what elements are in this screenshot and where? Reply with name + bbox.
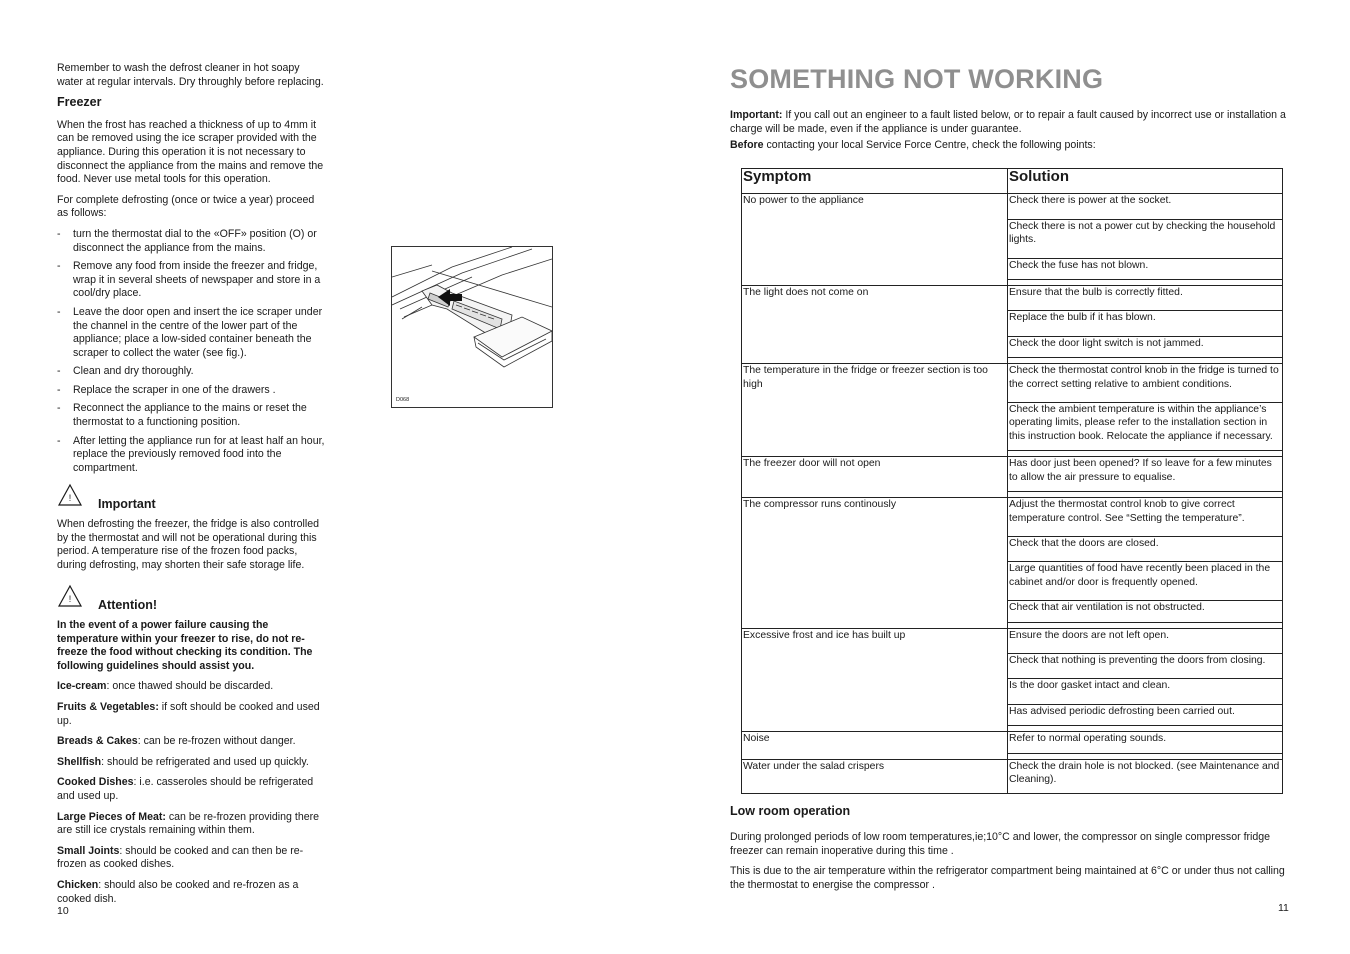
solution-cell: Check there is not a power cut by checking the household lights. (1008, 219, 1283, 258)
defrost-step: - Replace the scraper in one of the drawers . (57, 384, 325, 398)
solution-cell: Check the fuse has not blown. (1008, 258, 1283, 279)
troubleshooting-table (741, 168, 1283, 794)
solution-cell: Check there is power at the socket. (1008, 194, 1283, 219)
food-instruction: : once thawed should be discarded. (106, 680, 274, 693)
attention-notice (57, 584, 325, 613)
defrost-step: - Clean and dry thoroughly. (57, 365, 325, 379)
page-number-left: 10 (57, 905, 69, 917)
table-row (742, 194, 1283, 219)
food-label: Breads & Cakes (57, 735, 138, 748)
food-guideline (57, 735, 325, 749)
solution-cell: Check the door light switch is not jammed. (1008, 336, 1283, 357)
food-guideline (57, 756, 325, 770)
food-label: Shellfish (57, 755, 102, 768)
table-header-row (742, 169, 1283, 194)
low-room-paragraph-1: During prolonged periods of low room temperatures,ie;10°C and lower, the compressor on single compressor fridge freezer can remain inoperative during this time . (730, 831, 1271, 858)
food-label: Ice-cream (57, 680, 107, 693)
solution-cell: Check the drain hole is not blocked. (see Maintenance and Cleaning). (1008, 759, 1283, 794)
symptom-cell: Excessive frost and ice has built up (742, 628, 1008, 726)
food-label: Cooked Dishes (57, 776, 134, 789)
important-heading: Important (98, 497, 156, 512)
left-page (57, 62, 325, 913)
food-label: Chicken (57, 878, 99, 891)
food-label: Small Joints (57, 844, 120, 857)
food-instruction: if soft should be cooked and used up. (57, 700, 320, 727)
solution-cell: Check that nothing is preventing the doors from closing. (1008, 653, 1283, 678)
freezer-heading: Freezer (57, 95, 102, 110)
table-row (742, 732, 1283, 753)
table-row (742, 457, 1283, 492)
solution-cell: Check the thermostat control knob in the fridge is turned to the correct setting relative to ambient conditions. (1008, 364, 1283, 403)
figure-code: D068 (396, 397, 410, 403)
food-guideline (57, 680, 325, 694)
table-row (742, 498, 1283, 537)
solution-cell: Check the ambient temperature is within the appliance’s operating limits, please refer to the installation section in this instruction book. Relocate the appliance if necessary. (1008, 403, 1283, 451)
table-row (742, 628, 1283, 653)
defrost-step: - turn the thermostat dial to the «OFF» position (O) or disconnect the appliance from the mains. (57, 228, 325, 255)
solution-cell: Refer to normal operating sounds. (1008, 732, 1283, 753)
ice-scraper-figure (391, 246, 553, 408)
important-paragraph: Important: If you call out an engineer to a fault listed below, or to repair a fault caused by incorrect use or installation a charge will be made, even if the appliance is under guarantee. (730, 109, 1286, 135)
symptom-cell: The temperature in the fridge or freezer section is too high (742, 364, 1008, 451)
symptom-cell: Water under the salad crispers (742, 759, 1008, 794)
food-instruction: : should be refrigerated and used up quickly. (101, 755, 309, 768)
solution-cell: Adjust the thermostat control knob to give correct temperature control. See “Setting the temperature”. (1008, 498, 1283, 537)
solution-cell: Large quantities of food have recently been placed in the cabinet and/or door is frequently opened. (1008, 562, 1283, 601)
defrost-step: - Leave the door open and insert the ice scraper under the channel in the centre of the lower part of the appliance; place a low-sided container beneath the scraper to collect the water (see fig.). (57, 306, 325, 360)
ice-scraper-illustration (392, 247, 552, 407)
svg-text:!: ! (68, 493, 72, 504)
food-guideline (57, 845, 325, 872)
attention-heading: Attention! (98, 598, 158, 613)
before-paragraph: Before contacting your local Service Force Centre, check the following points: (730, 139, 1096, 151)
solution-cell: Replace the bulb if it has blown. (1008, 311, 1283, 336)
solution-cell: Is the door gasket intact and clean. (1008, 679, 1283, 704)
defrost-step: - Remove any food from inside the freezer and fridge, wrap it in several sheets of newspaper and store in a cool/dry place. (57, 260, 325, 301)
solution-cell: Ensure the doors are not left open. (1008, 628, 1283, 653)
food-guideline (57, 879, 325, 906)
table-row (742, 286, 1283, 311)
page-number-right: 11 (1278, 902, 1289, 914)
symptom-cell: The compressor runs continously (742, 498, 1008, 622)
symptom-cell: No power to the appliance (742, 194, 1008, 280)
page-title: SOMETHING NOT WORKING (730, 64, 1104, 94)
defrost-step: - Reconnect the appliance to the mains or reset the thermostat to a functioning position. (57, 402, 325, 429)
right-page (730, 62, 1292, 896)
table-row (742, 364, 1283, 403)
table-row (742, 759, 1283, 794)
solution-cell: Check that air ventilation is not obstructed. (1008, 601, 1283, 622)
solution-cell: Has advised periodic defrosting been carried out. (1008, 704, 1283, 725)
symptom-cell: The freezer door will not open (742, 457, 1008, 492)
attention-text: In the event of a power failure causing the temperature within your freezer to rise, do not re-freeze the food without checking its condition. The following guidelines should assist you. (57, 619, 313, 672)
food-guidelines (57, 680, 325, 906)
food-guideline (57, 701, 325, 728)
food-instruction: : should also be cooked and re-frozen as a cooked dish. (57, 878, 299, 905)
food-guideline (57, 811, 325, 838)
food-instruction: : should be cooked and can then be re-frozen as cooked dishes. (57, 844, 304, 871)
low-room-heading: Low room operation (730, 804, 851, 819)
important-notice (57, 483, 325, 512)
defrost-step: - After letting the appliance run for at least half an hour, replace the previously removed food into the compartment. (57, 435, 325, 476)
solution-cell: Has door just been opened? If so leave for a few minutes to allow the air pressure to equalise. (1008, 457, 1283, 492)
warning-triangle-icon (57, 483, 83, 512)
low-room-paragraph-2: This is due to the air temperature within the refrigerator compartment being maintained at 6°C or under thus not calling the thermostat to energise the compressor . (730, 865, 1285, 892)
food-label: Fruits & Vegetables: (57, 700, 159, 713)
freezer-paragraph-2: For complete defrosting (once or twice a year) proceed as follows: (57, 193, 315, 220)
food-instruction: : i.e. casseroles should be refrigerated and used up. (57, 776, 314, 802)
symptom-cell: Noise (742, 732, 1008, 753)
solution-cell: Check that the doors are closed. (1008, 536, 1283, 561)
food-guideline (57, 776, 325, 803)
defrost-steps-list (57, 228, 325, 476)
freezer-paragraph-1: When the frost has reached a thickness of up to 4mm it can be removed using the ice scraper provided with the appliance. During this operation it is not necessary to disconnect the appliance from the mains and remove the food. Never use metal tools for this operation. (57, 118, 324, 186)
solution-column-header: Solution (1008, 169, 1283, 194)
symptom-column-header: Symptom (742, 169, 1008, 194)
food-instruction: can be re-frozen providing there are still ice crystals remaining within them. (57, 810, 320, 837)
symptom-cell: The light does not come on (742, 286, 1008, 358)
important-text: When defrosting the freezer, the fridge is also controlled by the thermostat and will not be operational during this period. A temperature rise of the frozen food packs, during defrosting, may shorten their safe storage life. (57, 518, 320, 571)
solution-cell: Ensure that the bulb is correctly fitted. (1008, 286, 1283, 311)
food-label: Large Pieces of Meat: (57, 810, 166, 823)
defrost-cleaner-note: Remember to wash the defrost cleaner in hot soapy water at regular intervals. Dry throughly before replacing. (57, 62, 324, 88)
svg-text:!: ! (68, 594, 72, 605)
food-instruction: : can be re-frozen without danger. (137, 735, 296, 748)
warning-triangle-icon (57, 584, 83, 613)
